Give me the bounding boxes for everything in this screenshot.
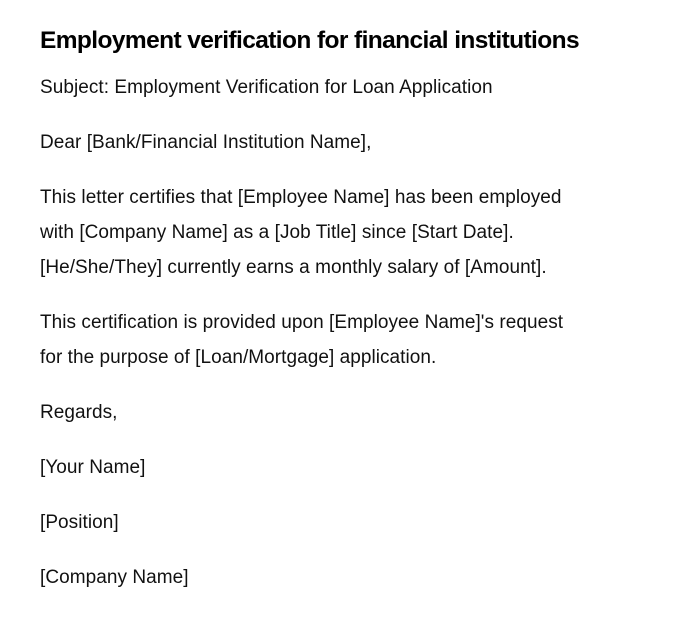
body-paragraph-1-line: with [Company Name] as a [Job Title] since [Start Date]. (40, 222, 514, 243)
document-title: Employment verification for financial institutions (40, 27, 580, 54)
body-paragraph-1-line: [He/She/They] currently earns a monthly salary of [Amount]. (40, 257, 547, 278)
body-paragraph-2 (40, 305, 660, 375)
salutation: Dear [Bank/Financial Institution Name], (40, 132, 372, 153)
closing: Regards, (40, 402, 118, 423)
body-paragraph-2-line: This certification is provided upon [Employee Name]'s request (40, 312, 564, 333)
body-paragraph-1-line: This letter certifies that [Employee Name] has been employed (40, 187, 562, 208)
signature-position: [Position] (40, 512, 119, 533)
signature-company: [Company Name] (40, 567, 189, 588)
subject-line: Subject: Employment Verification for Loan Application (40, 77, 493, 98)
signature-name: [Your Name] (40, 457, 146, 478)
body-paragraph-1 (40, 180, 660, 285)
body-paragraph-2-line: for the purpose of [Loan/Mortgage] application. (40, 347, 437, 368)
